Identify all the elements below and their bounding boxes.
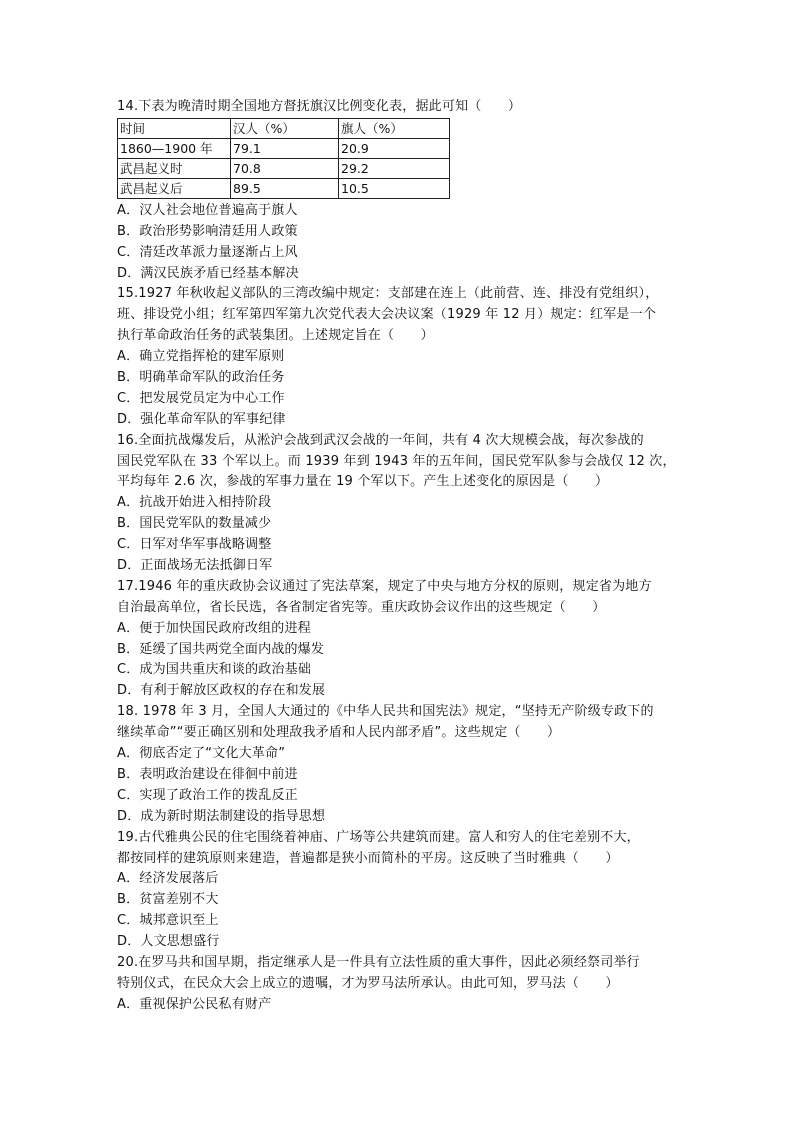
option-a: A．重视保护公民私有财产 [117,996,272,1012]
table-header-cell: 汉人（%） [231,118,339,138]
question-stem-line: 自治最高单位，省长民选，各省制定省宪等。重庆政协会议作出的这些规定（ ） [117,599,606,615]
table-cell: 武昌起义后 [118,178,231,198]
exam-page [117,97,679,1016]
option-c: C．清廷改革派力量逐渐占上风 [117,244,298,260]
option-b: B．表明政治建设在徘徊中前进 [117,766,298,782]
question-stem-line: 15.1927 年秋收起义部队的三湾改编中规定：支部建在连上（此前营、连、排没有党组织）， [117,286,659,302]
option-d: D．满汉民族矛盾已经基本解决 [117,265,299,281]
option-a: A．汉人社会地位普遍高于旗人 [117,202,298,218]
table-header-row [118,118,450,138]
table-cell: 10.5 [339,178,450,198]
table-row [118,178,450,198]
question-18 [117,702,679,827]
option-a: A．抗战开始进入相持阶段 [117,495,272,511]
option-d: D．成为新时期法制建设的指导思想 [117,808,326,824]
option-b: B．国民党军队的数量减少 [117,516,272,532]
table-cell: 29.2 [339,158,450,178]
question-stem-line: 执行革命政治任务的武装集团。上述规定旨在（ ） [117,328,434,344]
table-cell: 79.1 [231,138,339,158]
table-row [118,158,450,178]
question-stem-line: 特别仪式，在民众大会上成立的遗嘱，才为罗马法所承认。由此可知，罗马法（ ） [117,975,619,991]
table-header-cell: 旗人（%） [339,118,450,138]
table-header-cell: 时间 [118,118,231,138]
table-cell: 1860—1900 年 [118,138,231,158]
option-c: C．成为国共重庆和谈的政治基础 [117,662,312,678]
option-c: C．把发展党员定为中心工作 [117,390,285,406]
question-stem-line: 18. 1978 年 3 月，全国人大通过的《中华人民共和国宪法》规定，“坚持无产阶级专政下的 [117,704,654,720]
question-20 [117,953,679,1016]
question-stem-line: 班、排设党小组；红军第四军第九次党代表大会决议案（1929 年 12 月）规定：红军是一个 [117,307,657,323]
question-17 [117,577,679,702]
table-cell: 89.5 [231,178,339,198]
option-b: B．延缓了国共两党全面内战的爆发 [117,641,325,657]
question-15 [117,284,679,430]
table-row [118,138,450,158]
data-table [117,118,450,199]
option-c: C．城邦意识至上 [117,913,219,929]
question-stem-line: 16.全面抗战爆发后，从淞沪会战到武汉会战的一年间，共有 4 次大规模会战，每次参战的 [117,432,644,448]
question-stem: 14.下表为晚清时期全国地方督抚旗汉比例变化表，据此可知（ ） [117,99,522,114]
option-d: D．正面战场无法抵御日军 [117,558,273,574]
option-b: B．贫富差别不大 [117,892,219,908]
option-b: B．政治形势影响清廷用人政策 [117,223,298,239]
question-16 [117,431,679,577]
question-14 [117,97,679,284]
option-d: D．人文思想盛行 [117,934,220,950]
option-c: C．日军对华军事战略调整 [117,537,272,553]
table-cell: 武昌起义时 [118,158,231,178]
question-stem-line: 都按同样的建筑原则来建造，普遍都是狭小而简朴的平房。这反映了当时雅典（ ） [117,850,619,866]
question-stem-line: 19.古代雅典公民的住宅围绕着神庙、广场等公共建筑而建。富人和穷人的住宅差别不大， [117,829,640,845]
question-stem-line: 20.在罗马共和国早期，指定继承人是一件具有立法性质的重大事件，因此必须经祭司举行 [117,954,640,970]
option-a: A．彻底否定了“文化大革命” [117,746,286,762]
question-stem-line: 17.1946 年的重庆政协会议通过了宪法草案，规定了中央与地方分权的原则，规定省为地方 [117,578,652,594]
option-a: A．便于加快国民政府改组的进程 [117,620,311,636]
question-stem-line: 国民党军队在 33 个军以上。而 1939 年到 1943 年的五年间，国民党军队参与会战仅 12 次， [117,453,676,469]
question-stem-line: 平均每年 2.6 次，参战的军事力量在 19 个军以下。产生上述变化的原因是（ ） [117,474,609,490]
table-cell: 70.8 [231,158,339,178]
option-c: C．实现了政治工作的拨乱反正 [117,787,298,803]
question-19 [117,828,679,953]
option-d: D．强化革命军队的军事纪律 [117,411,286,427]
question-stem-line: 继续革命”“要正确区别和处理敌我矛盾和人民内部矛盾”。这些规定（ ） [117,725,561,741]
option-a: A．经济发展落后 [117,871,219,887]
option-a: A．确立党指挥枪的建军原则 [117,349,285,365]
table-cell: 20.9 [339,138,450,158]
option-b: B．明确革命军队的政治任务 [117,370,285,386]
option-d: D．有利于解放区政权的存在和发展 [117,683,326,699]
